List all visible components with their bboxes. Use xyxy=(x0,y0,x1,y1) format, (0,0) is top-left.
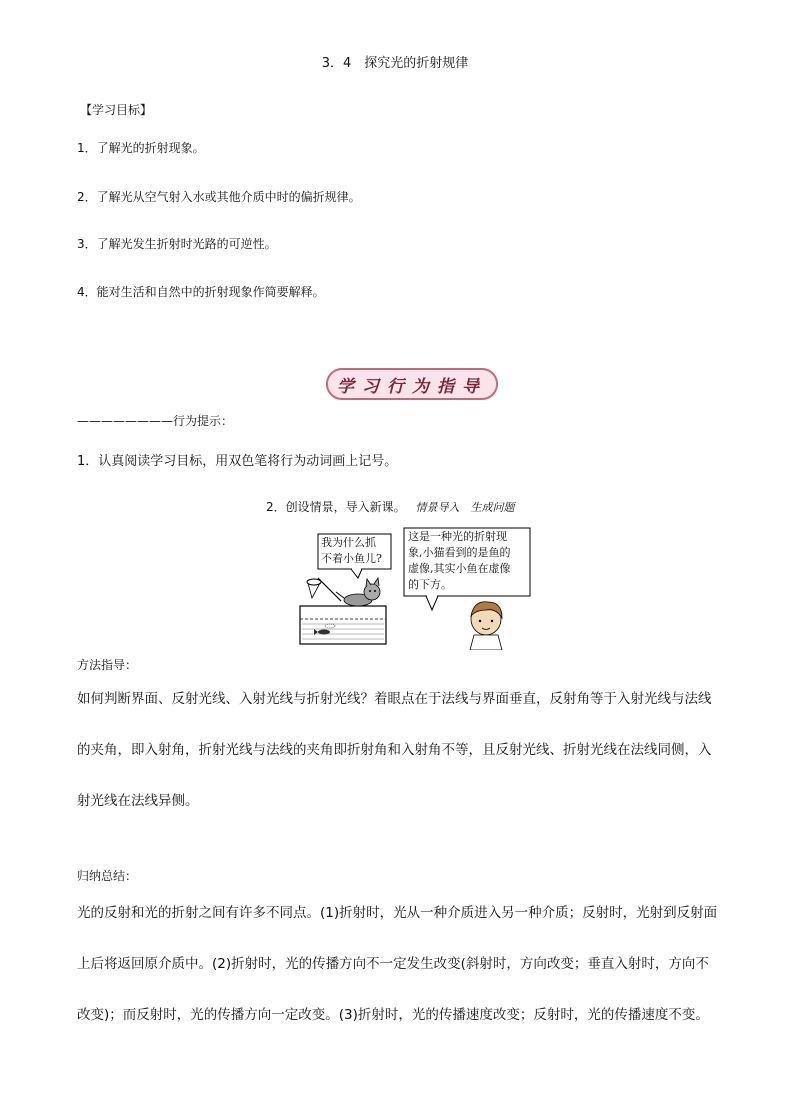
section-banner xyxy=(326,368,498,400)
summary-body: 光的反射和光的折射之间有许多不同点。(1)折射时，光从一种介质进入另一种介质；反射时，光射到反射面上后将返回原介质中。(2)折射时，光的传播方向不一定发生改变(斜射时，方向改变；垂直入射时，方向不改变)；而反射时，光的传播方向一定改变。(3)折射时，光的传播速度改变；反射时，光的传播速度不变。 xyxy=(77,905,718,1023)
cat-icon xyxy=(336,578,380,606)
objective-item: 3．了解光发生折射时光路的可逆性。 xyxy=(77,237,277,251)
guide-step-2-text: 2．创设情景，导入新课。 xyxy=(266,500,406,514)
objective-item: 4．能对生活和自然中的折射现象作简要解释。 xyxy=(77,285,325,299)
section-banner-label: 学习行为指导 xyxy=(337,376,487,397)
behavior-hint: ————————行为提示： xyxy=(77,414,234,428)
objective-item: 1．了解光的折射现象。 xyxy=(77,141,205,155)
method-heading: 方法指导： xyxy=(77,658,138,672)
guide-step-2 xyxy=(266,498,514,515)
girl-icon xyxy=(470,602,502,650)
girl-bubble-text: 这是一种光的折射现 象,小猫看到的是鱼的 虚像,其实小鱼在虚像 的下方。 xyxy=(408,530,511,591)
guide-step-2-tag: 情景导入 生成问题 xyxy=(415,501,515,514)
objectives-heading: 【学习目标】 xyxy=(80,103,153,117)
cat-bubble-text: 我为什么抓 不着小鱼儿? xyxy=(321,536,382,565)
objective-item: 2．了解光从空气射入水或其他介质中时的偏折规律。 xyxy=(77,190,361,204)
net-icon xyxy=(307,579,321,585)
summary-heading: 归纳总结： xyxy=(77,869,138,883)
method-body: 如何判断界面、反射光线、入射光线与折射光线？着眼点在于法线与界面垂直，反射角等于入射光线与法线的夹角，即入射角，折射光线与法线的夹角即折射角和入射角不等，且反射光线、折射光线在法线同侧，入射光线在法线异侧。 xyxy=(77,691,712,809)
fish-tank xyxy=(300,606,386,644)
guide-step-1: 1．认真阅读学习目标，用双色笔将行为动词画上记号。 xyxy=(77,454,398,469)
page-title: 3．4 探究光的折射规律 xyxy=(321,56,469,71)
refraction-illustration xyxy=(296,526,546,650)
fish-icon xyxy=(318,630,330,635)
